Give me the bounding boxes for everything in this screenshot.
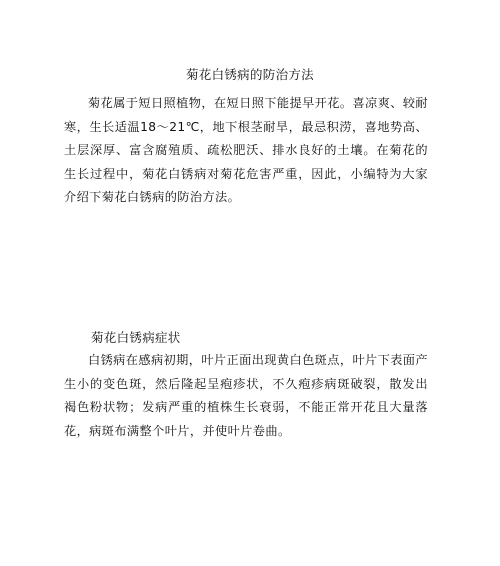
section-heading-symptoms: 菊花白锈病症状 [91, 330, 181, 345]
document-title: 菊花白锈病的防治方法 [185, 67, 314, 82]
symptom-paragraph: 白锈病在感病初期，叶片正面出现黄白色斑点，叶片下表面产生小的变色斑，然后隆起呈疱疹状，不久疱疹病斑破裂，散发出褐色粉状物；发病严重的植株生长衰弱，不能正常开花且大量落花，病斑布满整个叶片，并使叶片卷曲。 [64, 353, 428, 438]
intro-paragraph: 菊花属于短日照植物，在短日照下能提早开花。喜凉爽、较耐寒，生长适温18～21℃，地下根茎耐旱，最忌积涝，喜地势高、土层深厚、富含腐殖质、疏松肥沃、排水良好的土壤。在菊花的生长过程中，菊花白锈病对菊花危害严重，因此，小编特为大家介绍下菊花白锈病的防治方法。 [64, 96, 428, 205]
